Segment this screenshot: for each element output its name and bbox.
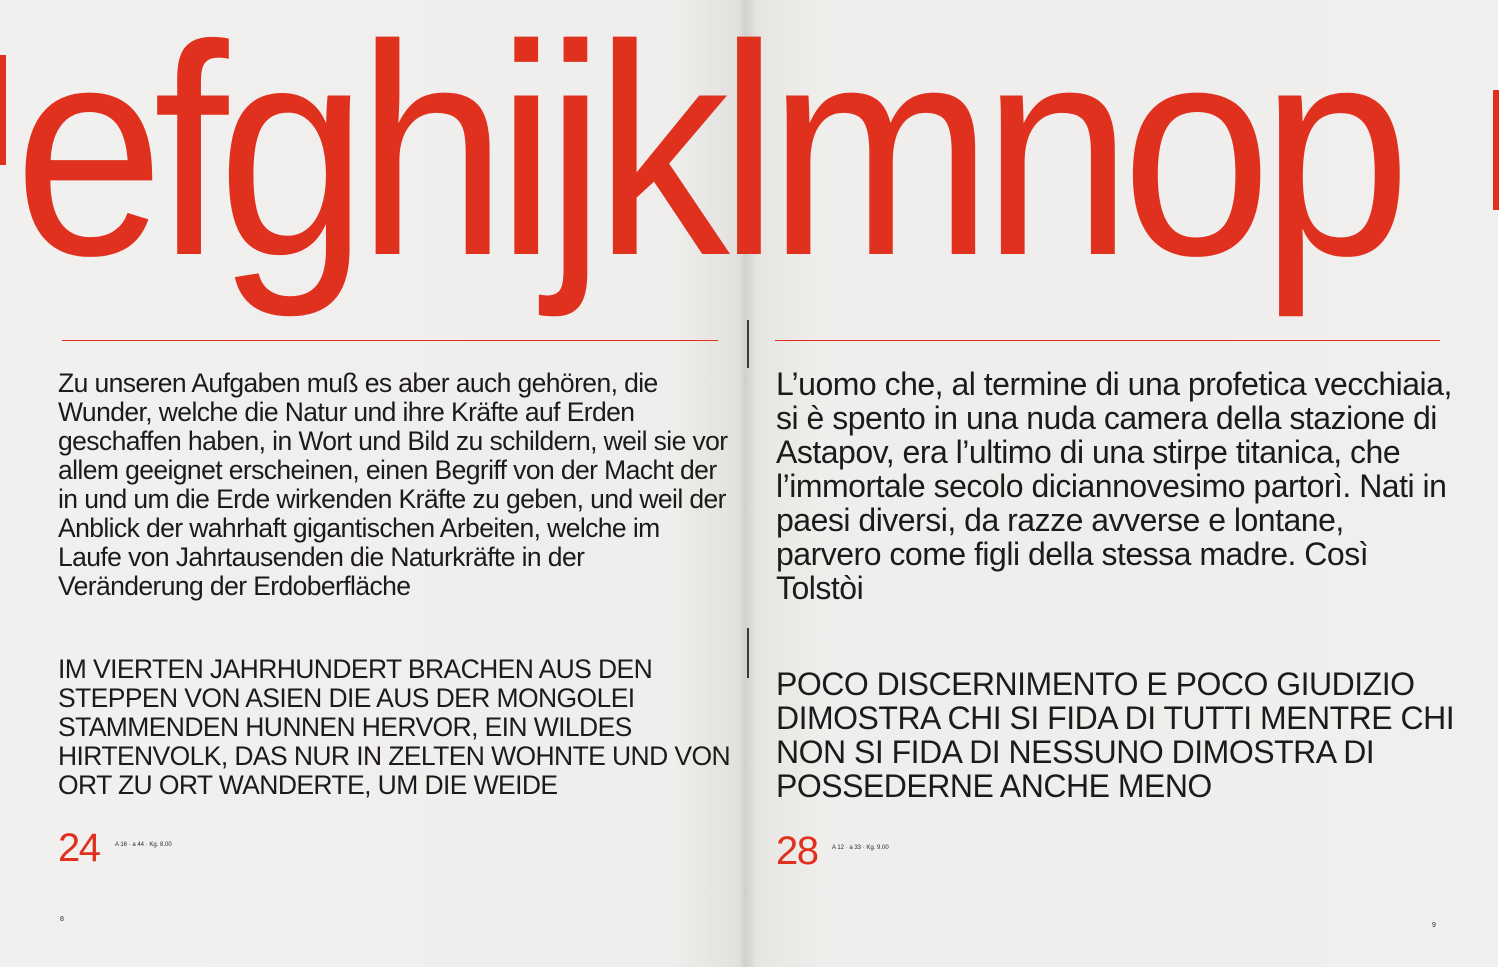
italian-body-text: L’uomo che, al termine di una profetica vecchiaia, si è spento in una nuda camera della stazione di Astapov, era l’ultimo di una stirpe titanica, che l’immortale secolo diciannovesimo partorì. Nati in paesi diversi, da razze avverse e lontane, parvero come figli della stessa madre. Così Tolstòi: [776, 366, 1452, 606]
left-type-size-meta: A 16 · a 44 · Kg. 8.00: [115, 842, 172, 848]
right-divider-rule: [775, 340, 1440, 341]
right-page-number: 9: [1432, 922, 1436, 929]
german-caps-text: IM VIERTEN JAHRHUNDERT BRACHEN AUS DEN STEPPEN VON ASIEN DIE AUS DER MONGOLEI STAMMENDEN HUNNEN HERVOR, EIN WILDES HIRTENVOLK, DAS NUR IN ZELTEN WOHNTE UND VON ORT ZU ORT WANDERTE, UM DIE WEIDE: [58, 654, 730, 800]
right-type-size-meta: A 12 · a 33 · Kg. 9.00: [832, 845, 889, 851]
right-edge-letter-fragment: [1493, 90, 1499, 210]
left-edge-letter-fragment: [0, 55, 6, 165]
display-headline: efghijklmnop: [14, 0, 1401, 318]
left-type-size-number: 24: [58, 826, 100, 870]
german-body-text: Zu unseren Aufgaben muß es aber auch gehören, die Wunder, welche die Natur und ihre Kräfte auf Erden geschaffen haben, in Wort und Bild zu schildern, weil sie vor allem geeignet erscheinen, einen Begriff von der Macht der in und um die Erde wirkenden Kräfte zu geben, und weil der Anblick der wahrhaft gigantischen Arbeiten, welche im Laufe von Jahrtausenden die Naturkräfte in der Veränderung der Erdoberfläche: [58, 368, 728, 601]
binding-staple-top: [747, 320, 749, 368]
binding-staple-bottom: [747, 628, 749, 678]
left-divider-rule: [62, 340, 718, 341]
italian-caps-text: POCO DISCERNIMENTO E POCO GIUDIZIO DIMOSTRA CHI SI FIDA DI TUTTI MENTRE CHI NON SI FIDA DI NESSUNO DIMOSTRA DI POSSEDERNE ANCHE MENO: [776, 666, 1455, 804]
right-type-size-number: 28: [776, 829, 818, 873]
left-page-number: 8: [60, 916, 64, 923]
